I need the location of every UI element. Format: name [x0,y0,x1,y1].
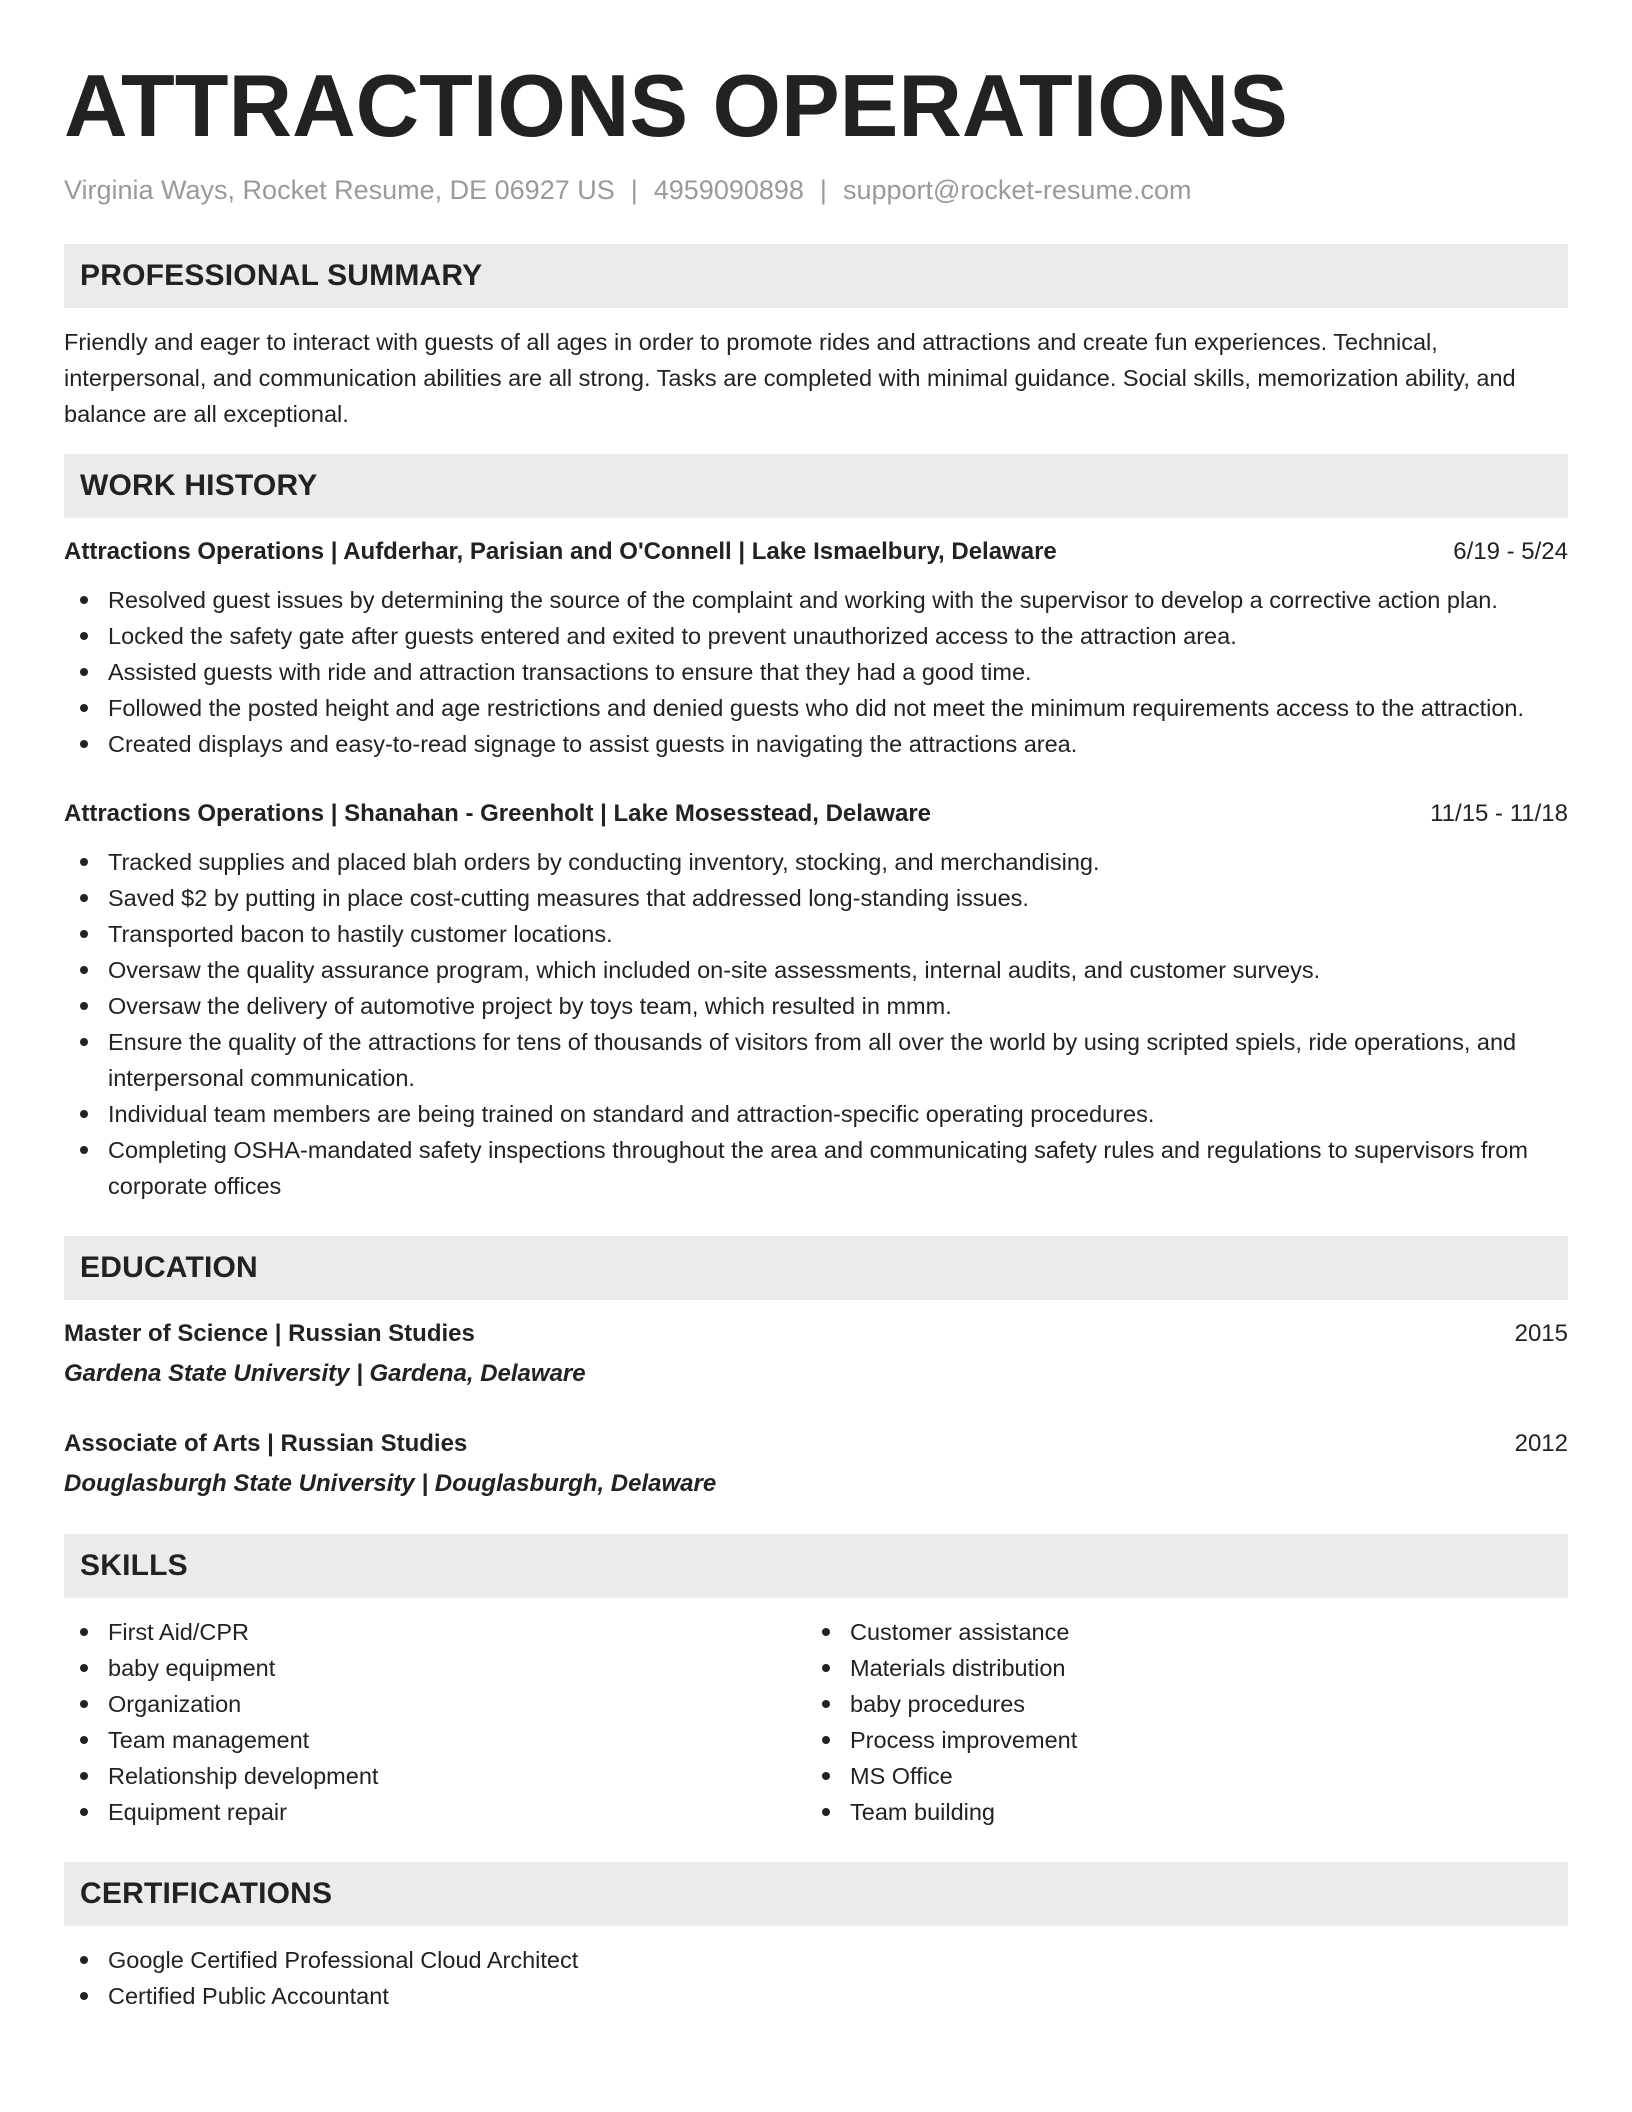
education-entry [64,1426,1568,1502]
job-dates: 11/15 - 11/18 [1430,800,1568,827]
contact-address: Virginia Ways, Rocket Resume, DE 06927 US [64,175,615,205]
skill-item: Customer assistance [806,1614,1548,1650]
job-dates: 6/19 - 5/24 [1453,538,1568,565]
job-header [64,534,1568,570]
contact-phone: 4959090898 [653,175,804,205]
job-entry [64,534,1568,762]
job-bullet: Individual team members are being trained on standard and attraction-specific operating procedures. [64,1096,1568,1132]
skill-item: baby equipment [64,1650,806,1686]
job-bullet: Resolved guest issues by determining the source of the complaint and working with the supervisor to develop a corrective action plan. [64,582,1568,618]
degree-title: Master of Science | Russian Studies [64,1320,475,1347]
certification-item: Certified Public Accountant [64,1978,1568,2014]
certification-item: Google Certified Professional Cloud Architect [64,1942,1568,1978]
job-title: Attractions Operations | Shanahan - Greenholt | Lake Mosesstead, Delaware [64,800,931,827]
skill-item: Team management [64,1722,806,1758]
job-title: Attractions Operations | Aufderhar, Parisian and O'Connell | Lake Ismaelbury, Delaware [64,538,1057,565]
contact-line [64,174,1568,206]
contact-separator: | [630,175,638,205]
contact-email: support@rocket-resume.com [842,175,1192,205]
skill-item: Process improvement [806,1722,1548,1758]
skills-column-left [64,1614,806,1830]
school-name: Gardena State University | Gardena, Delaware [64,1360,586,1387]
resume-page [64,0,1568,2014]
section-header-certifications: CERTIFICATIONS [64,1862,1568,1926]
job-bullet: Saved $2 by putting in place cost-cutting measures that addressed long-standing issues. [64,880,1568,916]
degree-title: Associate of Arts | Russian Studies [64,1430,468,1457]
job-bullet: Followed the posted height and age restrictions and denied guests who did not meet the minimum requirements access to the attraction. [64,690,1568,726]
job-bullet: Completing OSHA-mandated safety inspections throughout the area and communicating safety rules and regulations to supervisors from corporate offices [64,1132,1568,1204]
skills-column-right [806,1614,1548,1830]
job-bullet: Locked the safety gate after guests entered and exited to prevent unauthorized access to the attraction area. [64,618,1568,654]
skill-item: Organization [64,1686,806,1722]
candidate-name: ATTRACTIONS OPERATIONS [64,56,1288,155]
skill-item: Materials distribution [806,1650,1548,1686]
skill-item: Relationship development [64,1758,806,1794]
education-entry [64,1316,1568,1392]
skill-item: Team building [806,1794,1548,1830]
job-bullet: Tracked supplies and placed blah orders by conducting inventory, stocking, and merchandising. [64,844,1568,880]
job-bullet: Oversaw the delivery of automotive project by toys team, which resulted in mmm. [64,988,1568,1024]
job-header [64,796,1568,832]
education-header [64,1426,1568,1462]
section-header-work-history: WORK HISTORY [64,454,1568,518]
job-bullet: Ensure the quality of the attractions for tens of thousands of visitors from all over the world by using scripted spiels, ride operations, and interpersonal communication. [64,1024,1568,1096]
summary-text: Friendly and eager to interact with guests of all ages in order to promote rides and attractions and create fun experiences. Technical, interpersonal, and communication abilities are all strong. Tasks are completed with minimal guidance. Social skills, memorization ability, and balance are all exceptional. [64,329,1516,427]
skill-item: Equipment repair [64,1794,806,1830]
section-header-summary: PROFESSIONAL SUMMARY [64,244,1568,308]
skill-item: baby procedures [806,1686,1548,1722]
skills-grid [64,1614,1568,1830]
job-bullets [64,582,1568,762]
school-name: Douglasburgh State University | Douglasburgh, Delaware [64,1470,717,1497]
section-header-education: EDUCATION [64,1236,1568,1300]
job-bullets [64,844,1568,1204]
graduation-year: 2015 [1514,1320,1568,1347]
skill-item: MS Office [806,1758,1548,1794]
job-bullet: Oversaw the quality assurance program, which included on-site assessments, internal audits, and customer surveys. [64,952,1568,988]
job-entry [64,796,1568,1204]
job-bullet: Assisted guests with ride and attraction transactions to ensure that they had a good time. [64,654,1568,690]
job-bullet: Transported bacon to hastily customer locations. [64,916,1568,952]
contact-separator: | [819,175,827,205]
job-bullet: Created displays and easy-to-read signage to assist guests in navigating the attractions area. [64,726,1568,762]
graduation-year: 2012 [1514,1430,1568,1457]
certification-list [64,1942,1568,2014]
education-header [64,1316,1568,1352]
skill-item: First Aid/CPR [64,1614,806,1650]
section-header-skills: SKILLS [64,1534,1568,1598]
